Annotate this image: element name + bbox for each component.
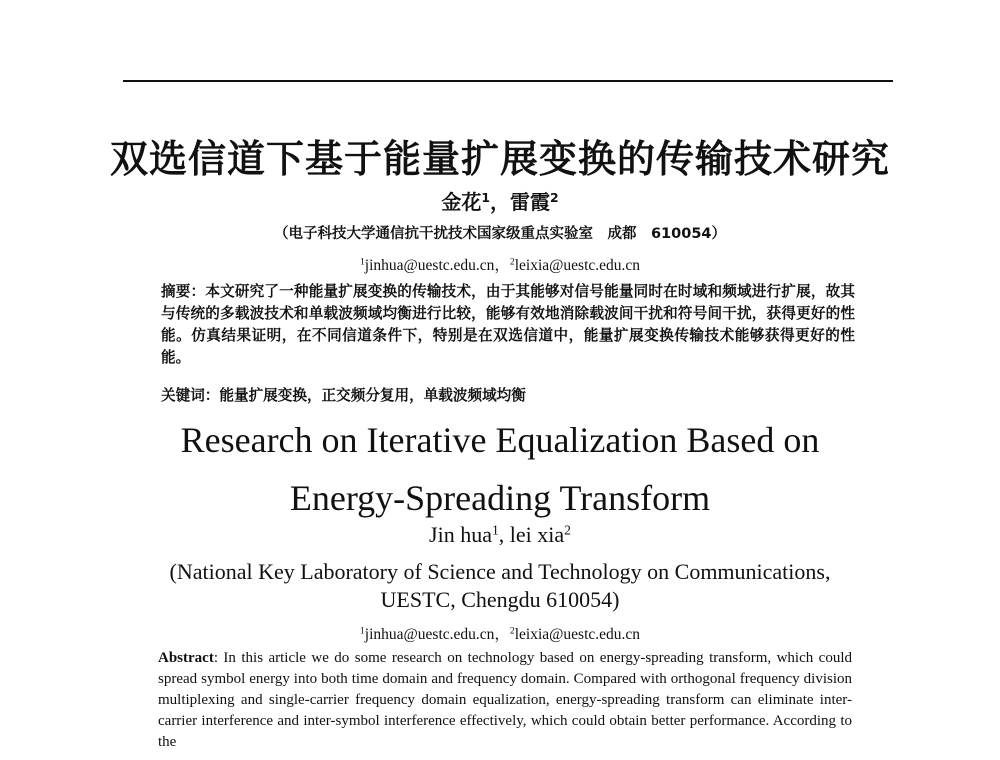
author-separator: ， <box>490 190 510 214</box>
author-separator: , <box>498 522 510 547</box>
email-link[interactable]: jinhua@uestc.edu.cn <box>364 626 495 643</box>
keywords-label: 关键词： <box>161 387 220 404</box>
author-name: 雷霞 <box>510 190 550 214</box>
chinese-authors <box>0 186 1000 215</box>
email-link[interactable]: jinhua@uestc.edu.cn <box>364 257 495 274</box>
abstract-text: 本文研究了一种能量扩展变换的传输技术，由于其能够对信号能量同时在时域和频域进行扩展，故其与传统的多载波技术和单载波频域均衡进行比较，能够有效地消除载波间干扰和符号间干扰，获得更好的性能。仿真结果证明，在不同信道条件下，特别是在双选信道中，能量扩展变换传输技术能够获得更好的性能。 <box>161 283 855 366</box>
english-authors <box>0 522 1000 548</box>
author-sup: 2 <box>550 190 559 206</box>
english-affiliation <box>0 558 1000 614</box>
author-name: 金花 <box>441 190 482 214</box>
author-sup: 2 <box>564 522 571 538</box>
affiliation-line: UESTC, Chengdu 610054) <box>380 587 620 612</box>
title-line: Research on Iterative Equalization Based on <box>180 420 820 460</box>
keywords-text: 能量扩展变换，正交频分复用，单载波频域均衡 <box>219 387 526 404</box>
chinese-affiliation: （电子科技大学通信抗干扰技术国家级重点实验室 成都 610054） <box>273 226 727 242</box>
abstract-label: 摘要： <box>161 283 206 300</box>
email-separator: ， <box>494 626 510 643</box>
email-sup: 1 <box>359 256 365 268</box>
english-title <box>0 411 1000 527</box>
chinese-keywords <box>161 384 855 405</box>
email-link[interactable]: leixia@uestc.edu.cn <box>514 257 641 274</box>
email-sup: 2 <box>509 256 515 268</box>
author-name: Jin hua <box>429 522 492 547</box>
english-emails <box>0 622 1000 644</box>
title-line: Energy-Spreading Transform <box>289 478 711 518</box>
abstract-text: : In this article we do some research on technology based on energy-spreading transform, which could spread symbol energy into both time domain and frequency domain. Compared with orthogonal frequency division multiplexing and single-carrier frequency domain equalization, energy-spreading transform can eliminate inter-carrier interference and inter-symbol interference effectively, which could obtain better performance. According to the <box>158 650 852 750</box>
abstract-label: Abstract <box>158 650 214 666</box>
chinese-title: 双选信道下基于能量扩展变换的传输技术研究 <box>109 137 890 181</box>
chinese-emails <box>0 253 1000 275</box>
english-abstract <box>158 648 852 753</box>
email-sup: 1 <box>359 625 365 637</box>
email-separator: ， <box>494 257 510 274</box>
chinese-abstract <box>161 281 855 369</box>
header-rule <box>123 80 893 82</box>
author-sup: 1 <box>491 522 499 538</box>
author-name: lei xia <box>509 522 565 547</box>
author-sup: 1 <box>481 190 490 206</box>
email-sup: 2 <box>509 625 515 637</box>
email-link[interactable]: leixia@uestc.edu.cn <box>514 626 641 643</box>
affiliation-line: (National Key Laboratory of Science and Technology on Communications, <box>169 559 831 584</box>
